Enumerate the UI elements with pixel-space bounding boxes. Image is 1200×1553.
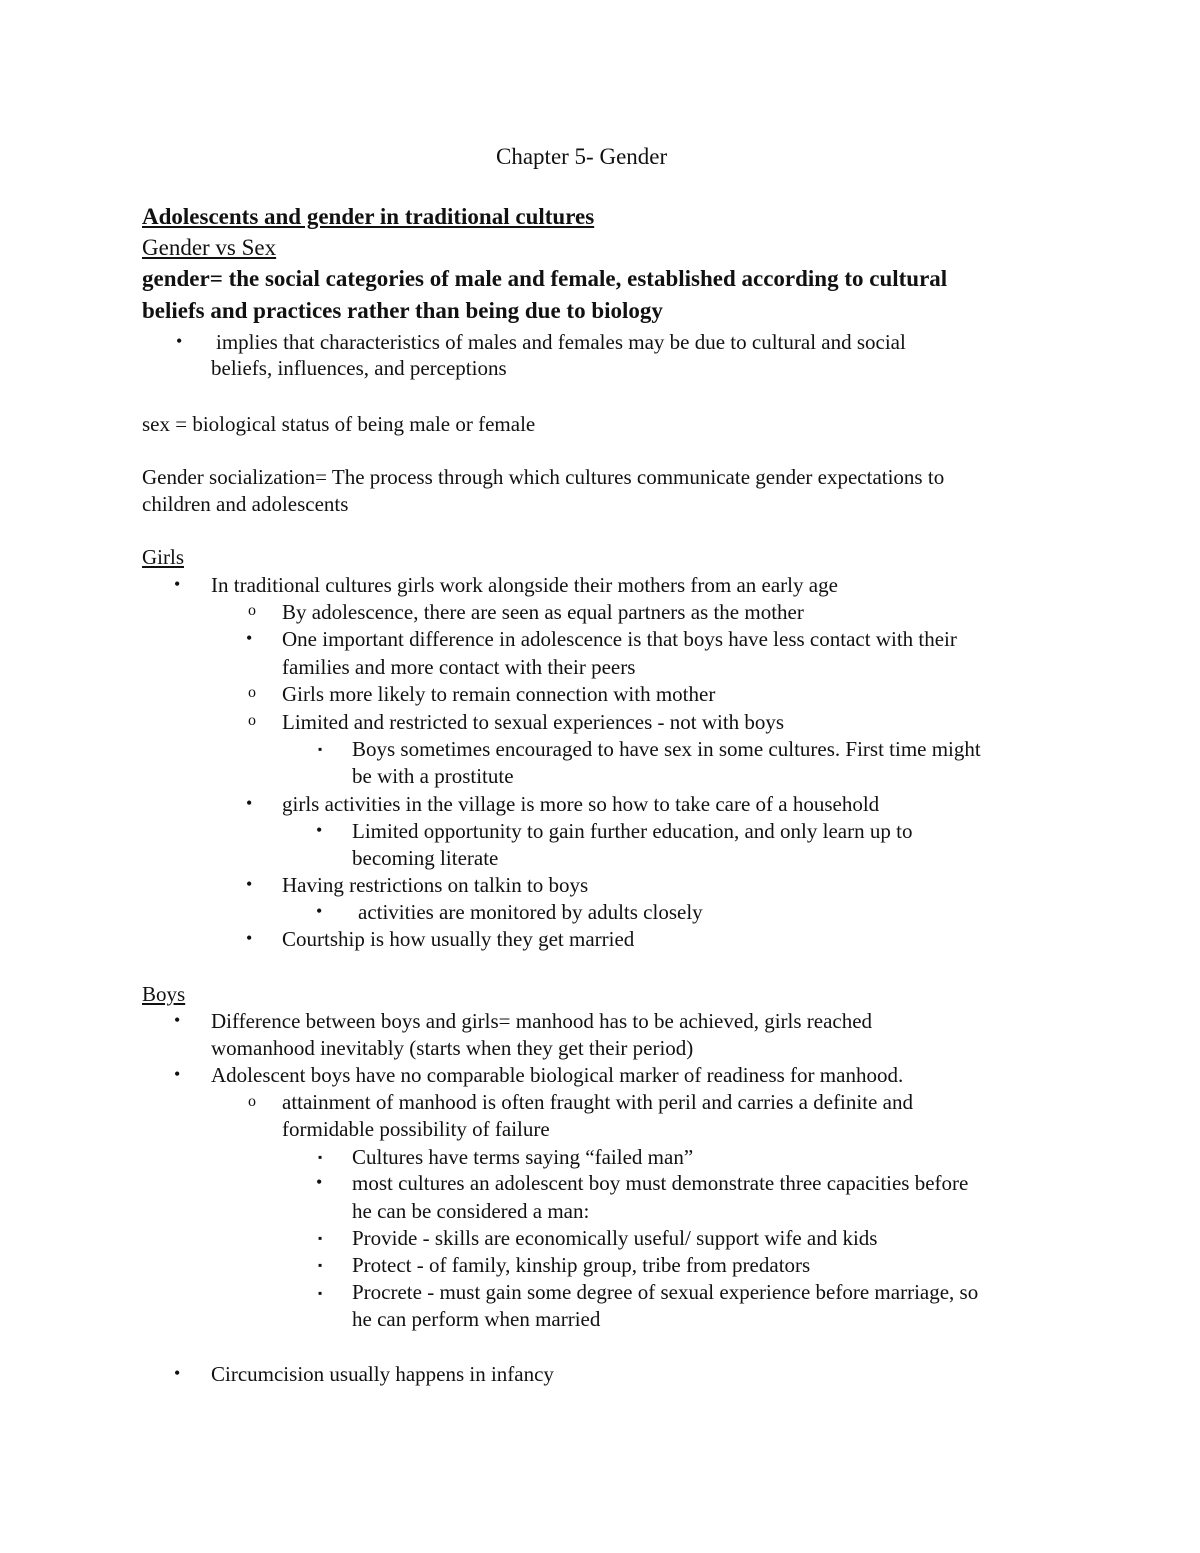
- girls-heading: Girls: [142, 545, 184, 569]
- list-item: most cultures an adolescent boy must demonstrate three capacities before: [352, 1171, 969, 1195]
- bullet-icon: •: [246, 928, 253, 948]
- section-heading: Adolescents and gender in traditional cultures: [142, 204, 595, 229]
- list-item: Boys sometimes encouraged to have sex in some cultures. First time might: [352, 737, 981, 761]
- list-item: Procrete - must gain some degree of sexual experience before marriage, so: [352, 1280, 979, 1304]
- square-bullet-icon: ▪: [318, 742, 323, 756]
- square-bullet-icon: ▪: [318, 1286, 323, 1300]
- bullet-icon: •: [174, 1064, 181, 1084]
- square-bullet-icon: ▪: [318, 1150, 323, 1164]
- circle-bullet-icon: o: [248, 1093, 256, 1110]
- gender-definition-line-2: beliefs and practices rather than being due to biology: [142, 298, 663, 323]
- gender-definition-line-1: gender= the social categories of male and female, established according to cultural: [142, 266, 948, 291]
- bullet-icon: •: [246, 874, 253, 894]
- list-item: In traditional cultures girls work alongside their mothers from an early age: [211, 573, 838, 597]
- list-item: Limited opportunity to gain further education, and only learn up to: [352, 819, 913, 843]
- list-item-continuation: he can be considered a man:: [352, 1199, 590, 1223]
- list-item: activities are monitored by adults closely: [358, 900, 703, 924]
- bullet-icon: •: [246, 793, 253, 813]
- list-item-continuation: be with a prostitute: [352, 764, 514, 788]
- bullet-icon: •: [174, 574, 181, 594]
- socialization-line-1: Gender socialization= The process through which cultures communicate gender expectations to: [142, 465, 945, 489]
- list-item: attainment of manhood is often fraught with peril and carries a definite and: [282, 1090, 913, 1114]
- circle-bullet-icon: o: [248, 712, 256, 729]
- square-bullet-icon: ▪: [318, 1258, 323, 1272]
- list-item: girls activities in the village is more so how to take care of a household: [282, 792, 880, 816]
- gender-bullet-line-1: implies that characteristics of males and females may be due to cultural and social: [216, 330, 906, 354]
- list-item: One important difference in adolescence is that boys have less contact with their: [282, 627, 957, 651]
- list-item-continuation: he can perform when married: [352, 1307, 601, 1331]
- list-item-continuation: families and more contact with their peers: [282, 655, 636, 679]
- list-item-continuation: womanhood inevitably (starts when they get their period): [211, 1036, 694, 1060]
- list-item: Provide - skills are economically useful/ support wife and kids: [352, 1226, 878, 1250]
- bullet-icon: •: [174, 1010, 181, 1030]
- bullet-icon: •: [174, 1363, 181, 1383]
- bullet-icon: •: [246, 628, 253, 648]
- sex-definition: sex = biological status of being male or female: [142, 412, 536, 436]
- list-item: Difference between boys and girls= manhood has to be achieved, girls reached: [211, 1009, 873, 1033]
- square-bullet-icon: ▪: [318, 1231, 323, 1245]
- list-item: Limited and restricted to sexual experiences - not with boys: [282, 710, 785, 734]
- page-title: Chapter 5- Gender: [496, 144, 668, 169]
- subheading-gender-vs-sex: Gender vs Sex: [142, 235, 277, 260]
- socialization-line-2: children and adolescents: [142, 492, 349, 516]
- bullet-icon: •: [176, 331, 183, 351]
- bullet-icon: •: [316, 1172, 323, 1192]
- list-item: Having restrictions on talkin to boys: [282, 873, 589, 897]
- gender-bullet-line-2: beliefs, influences, and perceptions: [211, 356, 507, 380]
- list-item-continuation: formidable possibility of failure: [282, 1117, 550, 1141]
- list-item: Adolescent boys have no comparable biological marker of readiness for manhood.: [211, 1063, 904, 1087]
- list-item: Girls more likely to remain connection with mother: [282, 682, 716, 706]
- list-item: Cultures have terms saying “failed man”: [352, 1145, 694, 1169]
- circle-bullet-icon: o: [248, 684, 256, 701]
- list-item: Circumcision usually happens in infancy: [211, 1362, 554, 1386]
- list-item: Protect - of family, kinship group, tribe from predators: [352, 1253, 811, 1277]
- list-item: By adolescence, there are seen as equal partners as the mother: [282, 600, 804, 624]
- list-item-continuation: becoming literate: [352, 846, 499, 870]
- boys-heading: Boys: [142, 982, 186, 1006]
- bullet-icon: •: [316, 820, 323, 840]
- list-item: Courtship is how usually they get married: [282, 927, 635, 951]
- bullet-icon: •: [316, 901, 323, 921]
- circle-bullet-icon: o: [248, 602, 256, 619]
